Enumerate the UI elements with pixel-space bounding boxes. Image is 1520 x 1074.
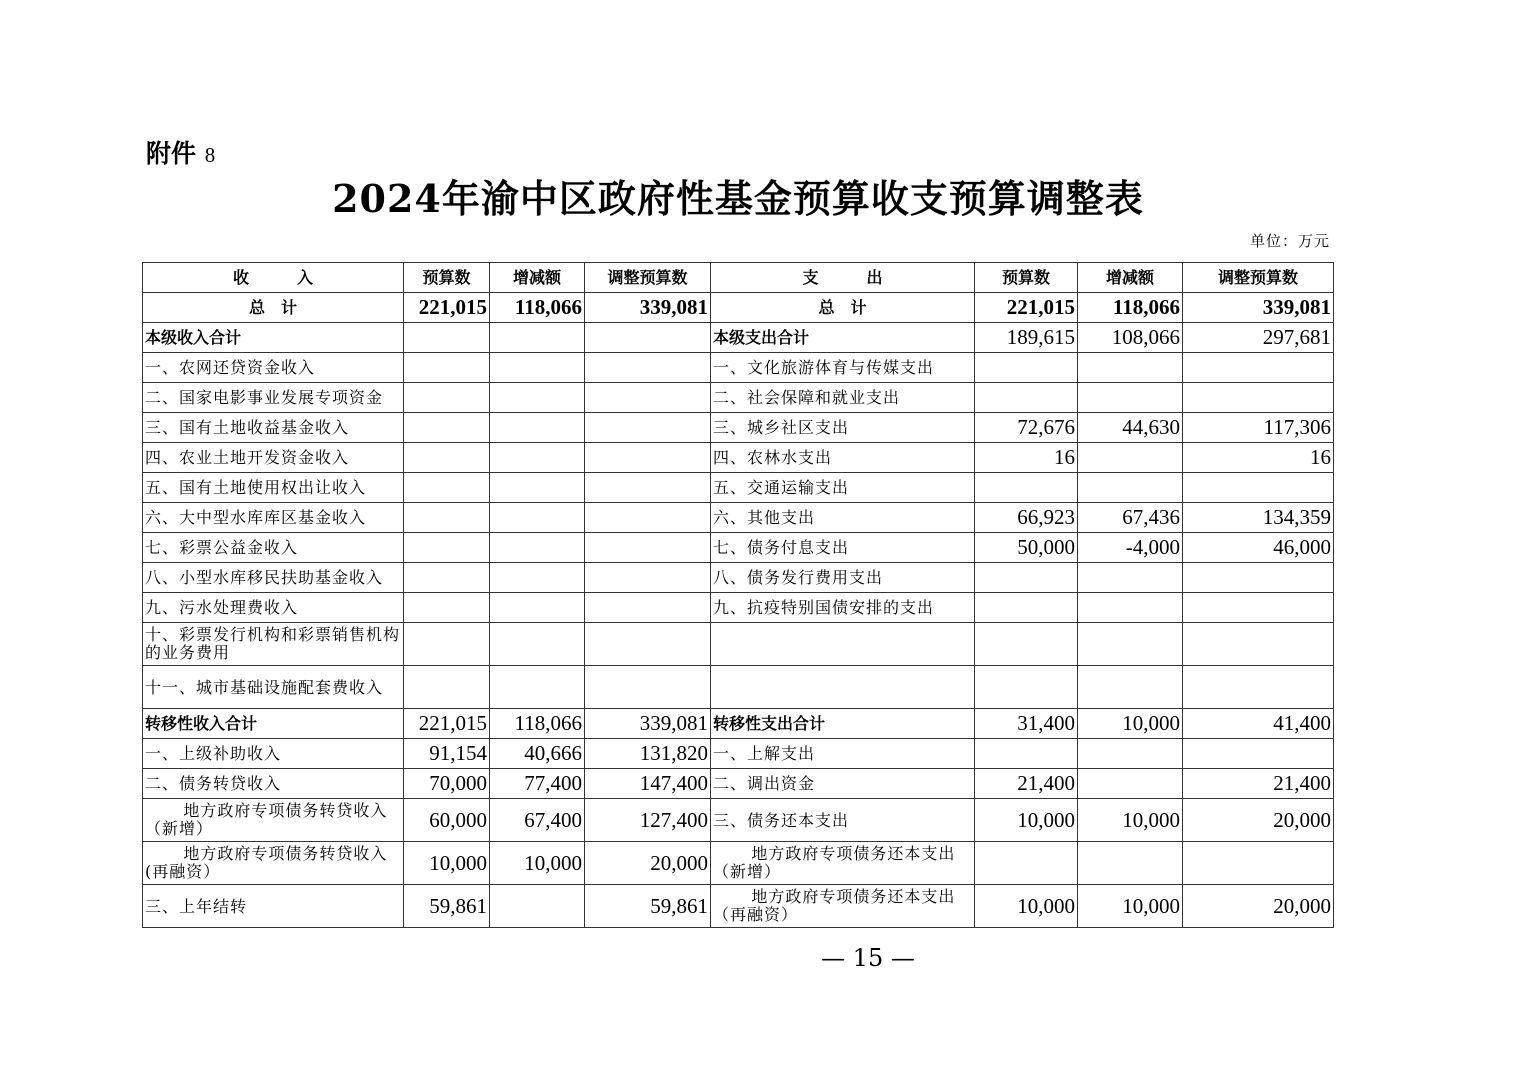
cell-expense-adjusted [1183, 623, 1334, 666]
cell-income-adjusted [585, 473, 711, 503]
cell-income-budget [404, 593, 490, 623]
header-adjusted-2: 调整预算数 [1183, 263, 1334, 293]
cell-expense-adjusted [1183, 593, 1334, 623]
total-income-change: 118,066 [490, 293, 585, 323]
cell-expense-label [711, 623, 975, 666]
cell-income-adjusted [585, 666, 711, 709]
cell-income-budget [404, 503, 490, 533]
cell-income-change [490, 353, 585, 383]
total-income-label: 总 计 [143, 293, 404, 323]
cell-expense-change [1078, 353, 1183, 383]
table-row [143, 503, 1334, 533]
cell-income-change [490, 533, 585, 563]
cell-income-label: 转移性收入合计 [143, 709, 404, 739]
budget-table [142, 262, 1334, 928]
cell-expense-label: 地方政府专项债务还本支出（再融资） [711, 885, 975, 928]
cell-income-budget [404, 473, 490, 503]
header-budget: 预算数 [404, 263, 490, 293]
cell-expense-adjusted [1183, 739, 1334, 769]
cell-income-adjusted [585, 623, 711, 666]
cell-expense-adjusted: 134,359 [1183, 503, 1334, 533]
cell-expense-label: 转移性支出合计 [711, 709, 975, 739]
header-adjusted: 调整预算数 [585, 263, 711, 293]
cell-income-budget [404, 443, 490, 473]
cell-expense-budget [975, 383, 1078, 413]
cell-expense-label: 八、债务发行费用支出 [711, 563, 975, 593]
header-expense: 支 出 [711, 263, 975, 293]
page-title: 2024年渝中区政府性基金预算收支预算调整表 [332, 176, 1144, 221]
cell-expense-change [1078, 473, 1183, 503]
cell-income-change [490, 666, 585, 709]
cell-income-budget [404, 563, 490, 593]
table-row [143, 799, 1334, 842]
table-row [143, 666, 1334, 709]
cell-expense-adjusted [1183, 353, 1334, 383]
attachment-number: 8 [204, 143, 216, 167]
cell-income-budget [404, 353, 490, 383]
total-expense-adjusted: 339,081 [1183, 293, 1334, 323]
cell-expense-change [1078, 383, 1183, 413]
cell-expense-budget: 31,400 [975, 709, 1078, 739]
cell-income-change [490, 473, 585, 503]
cell-expense-adjusted [1183, 563, 1334, 593]
table-row [143, 413, 1334, 443]
cell-expense-change [1078, 769, 1183, 799]
cell-income-adjusted [585, 383, 711, 413]
cell-income-adjusted: 147,400 [585, 769, 711, 799]
cell-income-budget [404, 623, 490, 666]
page-number: — 15 — [821, 944, 915, 972]
total-row [143, 293, 1334, 323]
cell-income-adjusted [585, 413, 711, 443]
cell-income-change [490, 503, 585, 533]
cell-income-adjusted [585, 443, 711, 473]
cell-expense-adjusted [1183, 383, 1334, 413]
cell-expense-adjusted: 46,000 [1183, 533, 1334, 563]
cell-expense-label: 九、抗疫特别国债安排的支出 [711, 593, 975, 623]
table-row [143, 563, 1334, 593]
header-row [143, 263, 1334, 293]
cell-expense-budget: 21,400 [975, 769, 1078, 799]
cell-income-change: 10,000 [490, 842, 585, 885]
cell-income-label: 三、上年结转 [143, 885, 404, 928]
cell-expense-budget [975, 563, 1078, 593]
cell-income-budget: 60,000 [404, 799, 490, 842]
cell-expense-label: 七、债务付息支出 [711, 533, 975, 563]
cell-income-budget: 91,154 [404, 739, 490, 769]
cell-income-change: 77,400 [490, 769, 585, 799]
table-row [143, 709, 1334, 739]
cell-expense-change: -4,000 [1078, 533, 1183, 563]
table-row [143, 353, 1334, 383]
cell-expense-adjusted: 41,400 [1183, 709, 1334, 739]
total-expense-label: 总 计 [711, 293, 975, 323]
cell-income-change [490, 593, 585, 623]
header-income: 收 入 [143, 263, 404, 293]
cell-income-adjusted [585, 533, 711, 563]
cell-expense-budget [975, 623, 1078, 666]
cell-expense-change [1078, 842, 1183, 885]
cell-expense-label: 二、调出资金 [711, 769, 975, 799]
cell-income-label: 四、农业土地开发资金收入 [143, 443, 404, 473]
unit-label: 单位：万元 [1249, 232, 1330, 250]
table-row [143, 842, 1334, 885]
cell-income-budget: 221,015 [404, 709, 490, 739]
cell-income-label: 五、国有土地使用权出让收入 [143, 473, 404, 503]
cell-income-change: 67,400 [490, 799, 585, 842]
table-row [143, 885, 1334, 928]
cell-income-change [490, 623, 585, 666]
cell-expense-budget [975, 666, 1078, 709]
header-change-2: 增减额 [1078, 263, 1183, 293]
cell-expense-label: 五、交通运输支出 [711, 473, 975, 503]
attachment-text: 附件 [146, 139, 197, 168]
cell-expense-budget [975, 842, 1078, 885]
cell-income-adjusted: 131,820 [585, 739, 711, 769]
cell-income-budget [404, 666, 490, 709]
cell-income-change [490, 413, 585, 443]
cell-income-adjusted [585, 593, 711, 623]
cell-expense-adjusted: 20,000 [1183, 885, 1334, 928]
cell-expense-label: 一、文化旅游体育与传媒支出 [711, 353, 975, 383]
cell-expense-change [1078, 739, 1183, 769]
cell-expense-adjusted [1183, 842, 1334, 885]
cell-income-budget: 10,000 [404, 842, 490, 885]
table-row [143, 323, 1334, 353]
cell-income-budget: 59,861 [404, 885, 490, 928]
cell-expense-change: 67,436 [1078, 503, 1183, 533]
cell-expense-adjusted [1183, 473, 1334, 503]
cell-expense-label: 三、城乡社区支出 [711, 413, 975, 443]
cell-expense-budget [975, 473, 1078, 503]
cell-expense-label: 四、农林水支出 [711, 443, 975, 473]
cell-expense-budget: 189,615 [975, 323, 1078, 353]
table-row [143, 739, 1334, 769]
table-row [143, 593, 1334, 623]
cell-expense-budget [975, 353, 1078, 383]
cell-income-change [490, 383, 585, 413]
cell-expense-label [711, 666, 975, 709]
cell-income-change: 40,666 [490, 739, 585, 769]
cell-expense-label: 二、社会保障和就业支出 [711, 383, 975, 413]
cell-income-label: 本级收入合计 [143, 323, 404, 353]
cell-income-label: 七、彩票公益金收入 [143, 533, 404, 563]
cell-income-change [490, 443, 585, 473]
cell-income-change [490, 323, 585, 353]
cell-expense-budget: 10,000 [975, 799, 1078, 842]
header-change: 增减额 [490, 263, 585, 293]
cell-expense-label: 本级支出合计 [711, 323, 975, 353]
cell-expense-budget: 16 [975, 443, 1078, 473]
table-row [143, 769, 1334, 799]
cell-expense-budget: 10,000 [975, 885, 1078, 928]
cell-expense-label: 一、上解支出 [711, 739, 975, 769]
cell-income-adjusted [585, 323, 711, 353]
cell-income-change [490, 885, 585, 928]
cell-expense-budget: 72,676 [975, 413, 1078, 443]
cell-expense-adjusted: 20,000 [1183, 799, 1334, 842]
cell-income-adjusted: 59,861 [585, 885, 711, 928]
cell-income-label: 地方政府专项债务转贷收入(再融资） [143, 842, 404, 885]
table-row [143, 623, 1334, 666]
cell-expense-label: 六、其他支出 [711, 503, 975, 533]
cell-expense-change [1078, 666, 1183, 709]
cell-expense-change [1078, 623, 1183, 666]
cell-income-label: 二、国家电影事业发展专项资金 [143, 383, 404, 413]
cell-income-budget [404, 413, 490, 443]
cell-expense-change: 108,066 [1078, 323, 1183, 353]
cell-expense-budget [975, 593, 1078, 623]
cell-expense-adjusted: 297,681 [1183, 323, 1334, 353]
cell-income-label: 三、国有土地收益基金收入 [143, 413, 404, 443]
cell-income-adjusted [585, 563, 711, 593]
cell-income-adjusted [585, 503, 711, 533]
cell-expense-change [1078, 563, 1183, 593]
cell-income-change: 118,066 [490, 709, 585, 739]
header-budget-2: 预算数 [975, 263, 1078, 293]
table-row [143, 533, 1334, 563]
cell-expense-adjusted: 21,400 [1183, 769, 1334, 799]
cell-income-label: 十一、城市基础设施配套费收入 [143, 666, 404, 709]
cell-income-budget [404, 383, 490, 413]
cell-income-budget [404, 323, 490, 353]
cell-income-label: 二、债务转贷收入 [143, 769, 404, 799]
cell-income-budget: 70,000 [404, 769, 490, 799]
cell-income-label: 八、小型水库移民扶助基金收入 [143, 563, 404, 593]
cell-expense-change: 10,000 [1078, 799, 1183, 842]
cell-expense-change: 10,000 [1078, 709, 1183, 739]
cell-income-adjusted: 20,000 [585, 842, 711, 885]
cell-expense-adjusted: 117,306 [1183, 413, 1334, 443]
cell-income-change [490, 563, 585, 593]
attachment-label [146, 134, 217, 170]
cell-income-label: 地方政府专项债务转贷收入（新增） [143, 799, 404, 842]
total-income-adjusted: 339,081 [585, 293, 711, 323]
cell-income-budget [404, 533, 490, 563]
cell-income-label: 一、上级补助收入 [143, 739, 404, 769]
cell-income-label: 六、大中型水库库区基金收入 [143, 503, 404, 533]
cell-expense-adjusted: 16 [1183, 443, 1334, 473]
cell-income-label: 十、彩票发行机构和彩票销售机构的业务费用 [143, 623, 404, 666]
cell-expense-budget [975, 739, 1078, 769]
total-income-budget: 221,015 [404, 293, 490, 323]
cell-income-label: 九、污水处理费收入 [143, 593, 404, 623]
total-expense-change: 118,066 [1078, 293, 1183, 323]
cell-expense-label: 三、债务还本支出 [711, 799, 975, 842]
cell-income-adjusted [585, 353, 711, 383]
cell-expense-label: 地方政府专项债务还本支出（新增） [711, 842, 975, 885]
cell-income-adjusted: 339,081 [585, 709, 711, 739]
cell-expense-budget: 50,000 [975, 533, 1078, 563]
cell-income-label: 一、农网还贷资金收入 [143, 353, 404, 383]
table-row [143, 443, 1334, 473]
cell-expense-budget: 66,923 [975, 503, 1078, 533]
table-row [143, 473, 1334, 503]
cell-expense-adjusted [1183, 666, 1334, 709]
cell-expense-change [1078, 443, 1183, 473]
cell-income-adjusted: 127,400 [585, 799, 711, 842]
total-expense-budget: 221,015 [975, 293, 1078, 323]
cell-expense-change [1078, 593, 1183, 623]
table-row [143, 383, 1334, 413]
cell-expense-change: 10,000 [1078, 885, 1183, 928]
cell-expense-change: 44,630 [1078, 413, 1183, 443]
